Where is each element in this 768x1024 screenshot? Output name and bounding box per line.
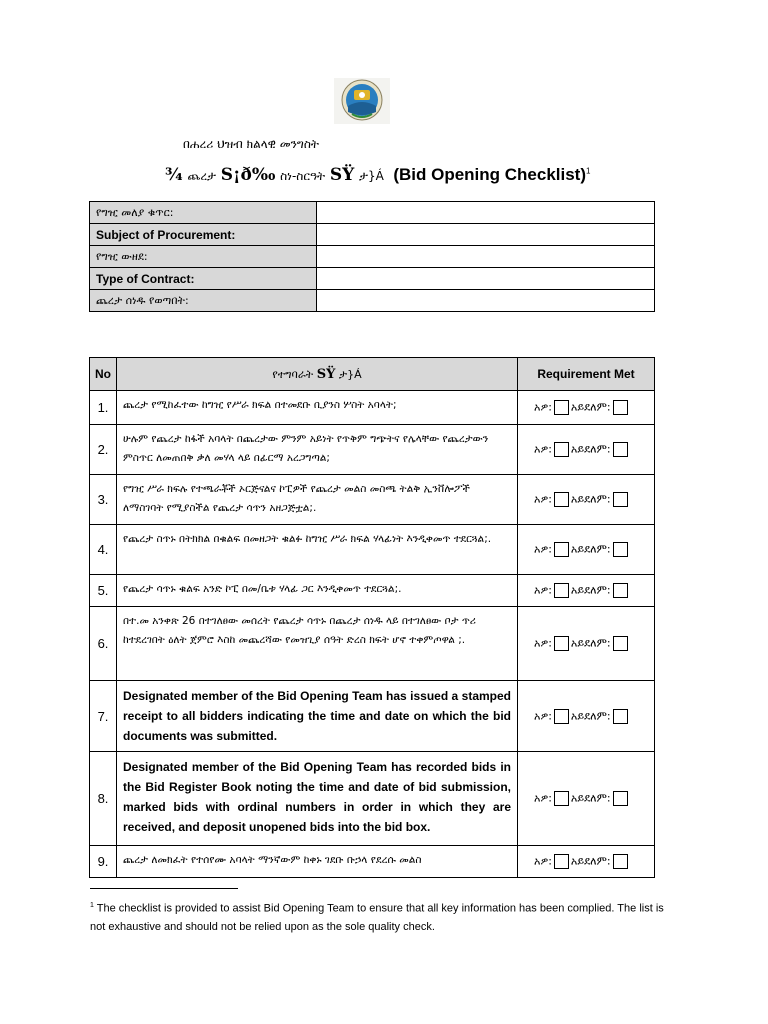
checklist-item-text: ጨረታ የሚከፈተው ከግዢ የሥራ ክፍል በተመደቡ ቢያንስ ሦስት አባላት; xyxy=(117,391,518,425)
yes-checkbox[interactable] xyxy=(554,709,569,724)
checklist-item-text: Designated member of the Bid Opening Team has issued a stamped receipt to all bidders indicating the time and date on which the bid documents was submitted. xyxy=(117,681,518,752)
no-checkbox[interactable] xyxy=(613,492,628,507)
row-number: 3. xyxy=(90,475,117,525)
title-fragment: S¡ð‰ xyxy=(220,165,276,185)
checklist-row xyxy=(90,525,655,575)
requirement-options xyxy=(518,391,655,425)
yes-label: አዎ: xyxy=(534,583,552,597)
requirement-options xyxy=(518,425,655,475)
government-seal-logo xyxy=(334,78,390,124)
row-number: 8. xyxy=(90,752,117,846)
yes-label: አዎ: xyxy=(534,636,552,650)
info-row xyxy=(90,224,655,246)
row-number: 6. xyxy=(90,607,117,681)
checklist-row xyxy=(90,391,655,425)
column-header-no: No xyxy=(90,358,117,391)
yes-checkbox[interactable] xyxy=(554,542,569,557)
checklist-row xyxy=(90,846,655,878)
yes-label: አዎ: xyxy=(534,400,552,414)
requirement-options xyxy=(518,525,655,575)
title-fragment: SŸ xyxy=(329,165,355,185)
checklist-table xyxy=(89,357,655,878)
no-checkbox[interactable] xyxy=(613,442,628,457)
checklist-row xyxy=(90,607,655,681)
footnote-text: The checklist is provided to assist Bid Opening Team to ensure that all key information has been complied. The list is not exhaustive and should not be relied upon as the sole quality check. xyxy=(90,902,664,933)
yes-label: አዎ: xyxy=(534,442,552,456)
info-value-field[interactable] xyxy=(317,246,655,268)
info-value-field[interactable] xyxy=(317,224,655,246)
no-label: አይደለም: xyxy=(570,854,611,868)
column-header-text: ታ}Á xyxy=(338,367,362,381)
info-value-field[interactable] xyxy=(317,268,655,290)
yes-checkbox[interactable] xyxy=(554,583,569,598)
yes-checkbox[interactable] xyxy=(554,400,569,415)
checklist-item-text: ጨረታ ለመክፈት የተሰየሙ አባላት ማንኛውም ከቀኑ ገደቡ ቡኃላ የደረሱ መልስ xyxy=(117,846,518,878)
checklist-row xyxy=(90,475,655,525)
checklist-item-text: የጨረታ ሳጥኑ ቁልፍ አንድ ኮፒ በመ/ቤቱ ሃላፊ ጋር እንዲቀመጥ ተደርጓል;. xyxy=(117,575,518,607)
organization-name: በሐረሪ ህዝብ ክልላዊ መንግስት xyxy=(183,137,319,151)
info-value-field[interactable] xyxy=(317,290,655,312)
row-number: 5. xyxy=(90,575,117,607)
column-header-text: SŸ xyxy=(316,366,336,382)
info-label: የግዢ መለያ ቁጥር: xyxy=(90,202,317,224)
info-label: የግዢ ውዘደ: xyxy=(90,246,317,268)
row-number: 7. xyxy=(90,681,117,752)
row-number: 9. xyxy=(90,846,117,878)
no-label: አይደለም: xyxy=(570,442,611,456)
title-fragment: ታ}Á xyxy=(359,169,384,183)
row-number: 4. xyxy=(90,525,117,575)
footnote-mark: 1 xyxy=(90,902,94,909)
yes-label: አዎ: xyxy=(534,709,552,722)
column-header-text: የተግባራት xyxy=(272,367,314,381)
no-checkbox[interactable] xyxy=(613,854,628,869)
info-row xyxy=(90,246,655,268)
checklist-item-text: የግዢ ሥራ ክፍሉ የተጫራቾች ኦርጅናልና ኮፒዎች የጨረታ መልስ መስጫ ትልቅ ኢንቨሎፖች ለማስገባት የሚያስችል የጨረታ ሳጥን አዘጋጅቷል;. xyxy=(117,475,518,525)
requirement-options xyxy=(518,475,655,525)
checklist-row xyxy=(90,752,655,846)
yes-checkbox[interactable] xyxy=(554,492,569,507)
footnote-reference: 1 xyxy=(586,166,591,176)
column-header-activity xyxy=(117,358,518,391)
checklist-item-text: የጨረታ ስጥኑ በትክክል በቁልፍ በመዘጋት ቁልፉ ከግዢ ሥራ ክፍል ሃላፊነት እንዲቀመጥ ተደርጓል;. xyxy=(117,525,518,575)
info-label: Subject of Procurement: xyxy=(90,224,317,246)
requirement-options xyxy=(518,575,655,607)
row-number: 1. xyxy=(90,391,117,425)
no-label: አይደለም: xyxy=(570,583,611,597)
requirement-options xyxy=(518,607,655,681)
title-english: (Bid Opening Checklist) xyxy=(393,165,587,184)
no-checkbox[interactable] xyxy=(613,709,628,724)
no-checkbox[interactable] xyxy=(613,583,628,598)
no-checkbox[interactable] xyxy=(613,542,628,557)
yes-label: አዎ: xyxy=(534,542,552,556)
no-label: አይደለም: xyxy=(570,400,611,414)
no-checkbox[interactable] xyxy=(613,400,628,415)
no-label: አይደለም: xyxy=(570,791,611,805)
info-row xyxy=(90,268,655,290)
checklist-header-row xyxy=(90,358,655,391)
yes-label: አዎ: xyxy=(534,854,552,868)
info-label: ጨረታ ሰነዱ የወጣበት: xyxy=(90,290,317,312)
no-label: አይደለም: xyxy=(570,542,611,556)
checklist-item-text: በተ.መ አንቀጽ 26 በተገለፀው መሰረት የጨረታ ሳጥኑ በጨረታ ሰነዱ ላይ በተገለፀው ቦታ ጥሪ ከተደረገበት ዕለት ጀምሮ እስከ መጨረሻው የመዝጊያ ሰዓት ድረስ ክፍት ሆኖ ተቀምጦዋል ;. xyxy=(117,607,518,681)
yes-checkbox[interactable] xyxy=(554,791,569,806)
checklist-row xyxy=(90,575,655,607)
yes-label: አዎ: xyxy=(534,791,552,805)
checklist-item-text: ሁሉም የጨረታ ከፋች አባላት በጨረታው ምንም አይነት የጥቅም ግጭትና የሌላቸው የጨረታውን ምስጥር ለመጠበቅ ቃለ መሃላ ላይ በፊርማ አረጋግጣል; xyxy=(117,425,518,475)
checklist-row xyxy=(90,425,655,475)
info-value-field[interactable] xyxy=(317,202,655,224)
yes-checkbox[interactable] xyxy=(554,854,569,869)
yes-checkbox[interactable] xyxy=(554,636,569,651)
document-title xyxy=(165,165,590,185)
footnote-divider xyxy=(90,888,238,889)
no-label: አይደለም: xyxy=(570,492,611,506)
title-fragment: ጨረታ xyxy=(187,169,217,183)
yes-label: አዎ: xyxy=(534,492,552,506)
info-row xyxy=(90,202,655,224)
yes-checkbox[interactable] xyxy=(554,442,569,457)
row-number: 2. xyxy=(90,425,117,475)
requirement-options xyxy=(518,846,655,878)
no-checkbox[interactable] xyxy=(613,791,628,806)
title-fragment: ¾ xyxy=(165,165,183,185)
no-label: አይደለም: xyxy=(570,709,611,722)
no-label: አይደለም: xyxy=(570,636,611,650)
info-row xyxy=(90,290,655,312)
footnote xyxy=(90,897,670,936)
no-checkbox[interactable] xyxy=(613,636,628,651)
requirement-options xyxy=(518,681,655,752)
checklist-row xyxy=(90,681,655,752)
requirement-options xyxy=(518,752,655,846)
procurement-info-table xyxy=(89,201,655,312)
title-fragment: ስነ-ስርዓት xyxy=(280,169,326,183)
info-label: Type of Contract: xyxy=(90,268,317,290)
checklist-item-text: Designated member of the Bid Opening Team has recorded bids in the Bid Register Book noting the time and date of bid submission, marked bids with ordinal numbers in order in which they are received, and deposit unopened bids into the bid box. xyxy=(117,752,518,846)
column-header-requirement: Requirement Met xyxy=(518,358,655,391)
